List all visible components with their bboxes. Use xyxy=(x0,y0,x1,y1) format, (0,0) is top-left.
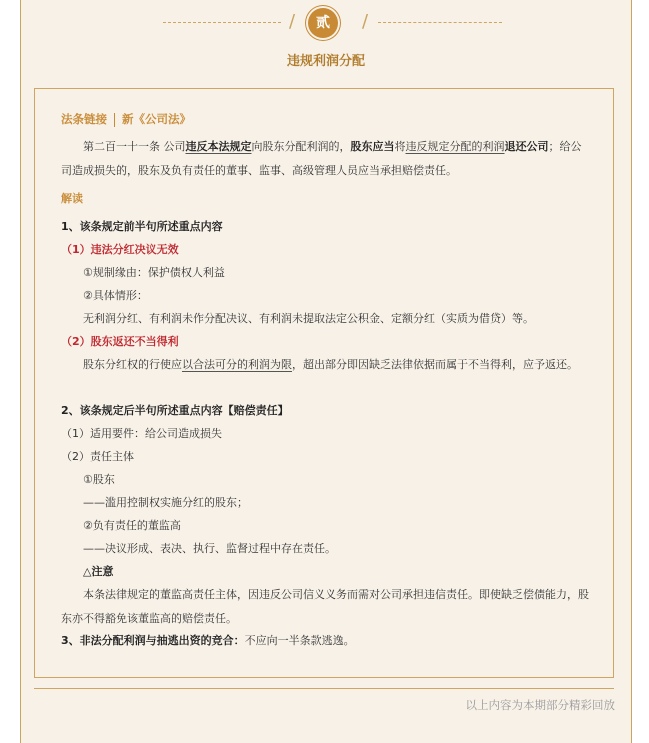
article-emphasis: 违反本法规定 xyxy=(185,140,252,153)
s1-restitution xyxy=(61,353,591,377)
divider-left xyxy=(163,22,281,23)
law-divider xyxy=(114,113,115,127)
s2-line3: ①股东 xyxy=(83,473,115,486)
s1-sub2: （2）股东返还不当得利 xyxy=(61,335,179,348)
section-header xyxy=(21,8,631,40)
article-underline: 利润 xyxy=(482,140,505,153)
restitution-underline: 以合法可分的利润为限 xyxy=(182,358,292,371)
article-emphasis: 股东应当 xyxy=(350,140,395,153)
slash-left-icon: / xyxy=(289,11,296,32)
article-emphasis: 退还公司 xyxy=(504,140,549,153)
footer-note: 以上内容为本期部分精彩回放 xyxy=(465,698,615,712)
s1-reason: ①规制缘由：保护债权人利益 xyxy=(83,266,225,279)
s2-heading: 2、该条规定后半句所述重点内容【赔偿责任】 xyxy=(61,404,289,417)
note-text: 本条法律规定的董监高责任主体，因违反公司信义义务而需对公司承担违信责任。即使缺乏偿债能力，股东亦不得豁免该董监高的赔偿责任。 xyxy=(61,588,589,625)
s1-case-text: 无利润分红、有利润未作分配决议、有利润未提取法定公积金、定额分红（实质为借贷）等。 xyxy=(83,312,534,325)
slash-right-icon: / xyxy=(362,11,369,32)
s1-heading: 1、该条规定前半句所述重点内容 xyxy=(61,220,223,233)
article-part: ；给公司造成损失的，股东及负有责任的董事、监事、高级管理人员应当承担赔偿责任。 xyxy=(61,140,582,177)
article-text xyxy=(61,135,591,183)
s2-line5: ②负有责任的董监高 xyxy=(83,519,181,532)
s3-heading: 3、非法分配利润与抽逃出资的竞合： xyxy=(61,634,245,647)
s3-line xyxy=(61,629,591,653)
footer-divider xyxy=(34,688,614,689)
s2-line4: ——滥用控制权实施分红的股东； xyxy=(83,496,248,509)
divider-right xyxy=(378,22,502,23)
article-underline: 违反规定分配的 xyxy=(405,140,483,153)
note-heading: △注意 xyxy=(83,565,114,578)
restitution-part: 股东分红权的行使应 xyxy=(83,358,182,371)
s2-line1: （1）适用要件：给公司造成损失 xyxy=(61,427,222,440)
law-label: 法条链接 xyxy=(61,112,107,126)
interpretation-label: 解读 xyxy=(61,192,83,205)
article-part: 向股东分配利润的， xyxy=(251,140,351,153)
s1-case: ②具体情形： xyxy=(83,289,148,302)
s2-line2: （2）责任主体 xyxy=(61,450,134,463)
s3-text: 不应向一半条款逃逸。 xyxy=(244,634,355,647)
s1-sub1: （1）违法分红决议无效 xyxy=(61,243,179,256)
restitution-part: ，超出部分即因缺乏法律依据而属于不当得利，应予返还。 xyxy=(292,358,578,371)
article-part: 将 xyxy=(394,140,406,153)
section-title: 违规利润分配 xyxy=(286,54,365,69)
law-name: 新《公司法》 xyxy=(122,112,191,126)
law-tag xyxy=(61,111,191,127)
content-box xyxy=(34,88,614,678)
article-page xyxy=(20,0,632,743)
section-badge: 贰 xyxy=(308,8,338,38)
article-part: 第二百一十一条 公司 xyxy=(83,140,186,153)
s2-line6: ——决议形成、表决、执行、监督过程中存在责任。 xyxy=(83,542,336,555)
